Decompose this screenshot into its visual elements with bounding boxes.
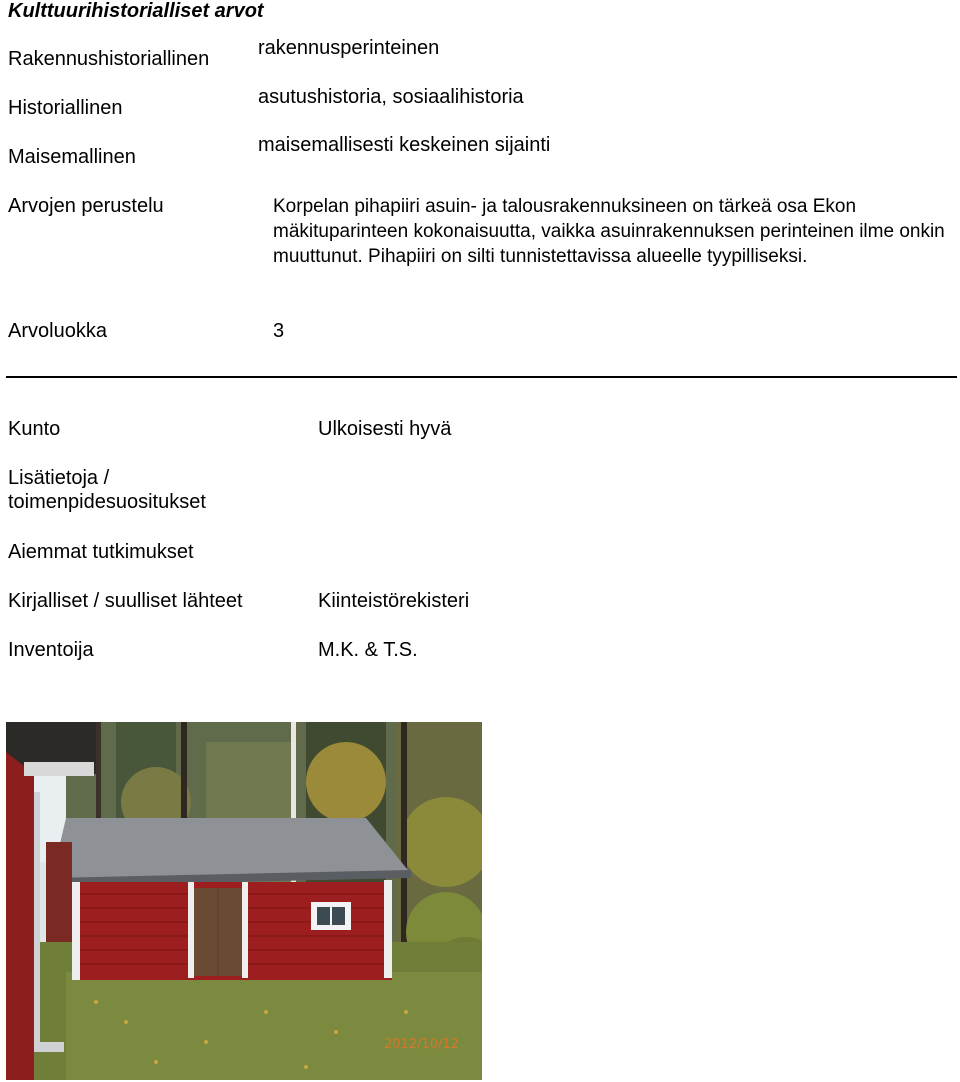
label-inventory: Inventoija <box>8 639 94 661</box>
value-condition: Ulkoisesti hyvä <box>318 418 452 440</box>
value-historical: asutushistoria, sosiaalihistoria <box>258 86 524 108</box>
label-building-history: Rakennushistoriallinen <box>8 48 210 70</box>
label-sources: Kirjalliset / suulliset lähteet <box>8 590 243 612</box>
photo-date-stamp: 2012/10/12 <box>384 1037 459 1052</box>
label-additional-info-2: toimenpidesuositukset <box>8 491 206 513</box>
value-class: 3 <box>273 320 285 342</box>
label-previous-studies: Aiemmat tutkimukset <box>8 541 194 563</box>
label-historical: Historiallinen <box>8 97 123 119</box>
value-sources: Kiinteistörekisteri <box>318 590 470 612</box>
value-inventory: M.K. & T.S. <box>318 639 418 661</box>
justification-text: Korpelan pihapiiri asuin- ja talousrakennuksineen on tärkeä osa Ekon mäkituparinteen kokonaisuutta, vaikka asuinrakennuksen perinteinen ilme onkin muuttunut. Pihapiiri on silti tunnistettavissa alueelle tyypilliseksi. <box>273 196 945 267</box>
section-title: Kulttuurihistorialliset arvot <box>8 0 264 22</box>
building-photo <box>6 722 482 1080</box>
label-landscape: Maisemallinen <box>8 146 136 168</box>
label-additional-info: Lisätietoja / <box>8 467 110 489</box>
divider <box>6 376 957 378</box>
label-justification: Arvojen perustelu <box>8 195 164 217</box>
label-value-class: Arvoluokka <box>8 320 107 342</box>
label-condition: Kunto <box>8 418 61 440</box>
value-building-history: rakennusperinteinen <box>258 37 440 59</box>
value-landscape: maisemallisesti keskeinen sijainti <box>258 134 551 156</box>
